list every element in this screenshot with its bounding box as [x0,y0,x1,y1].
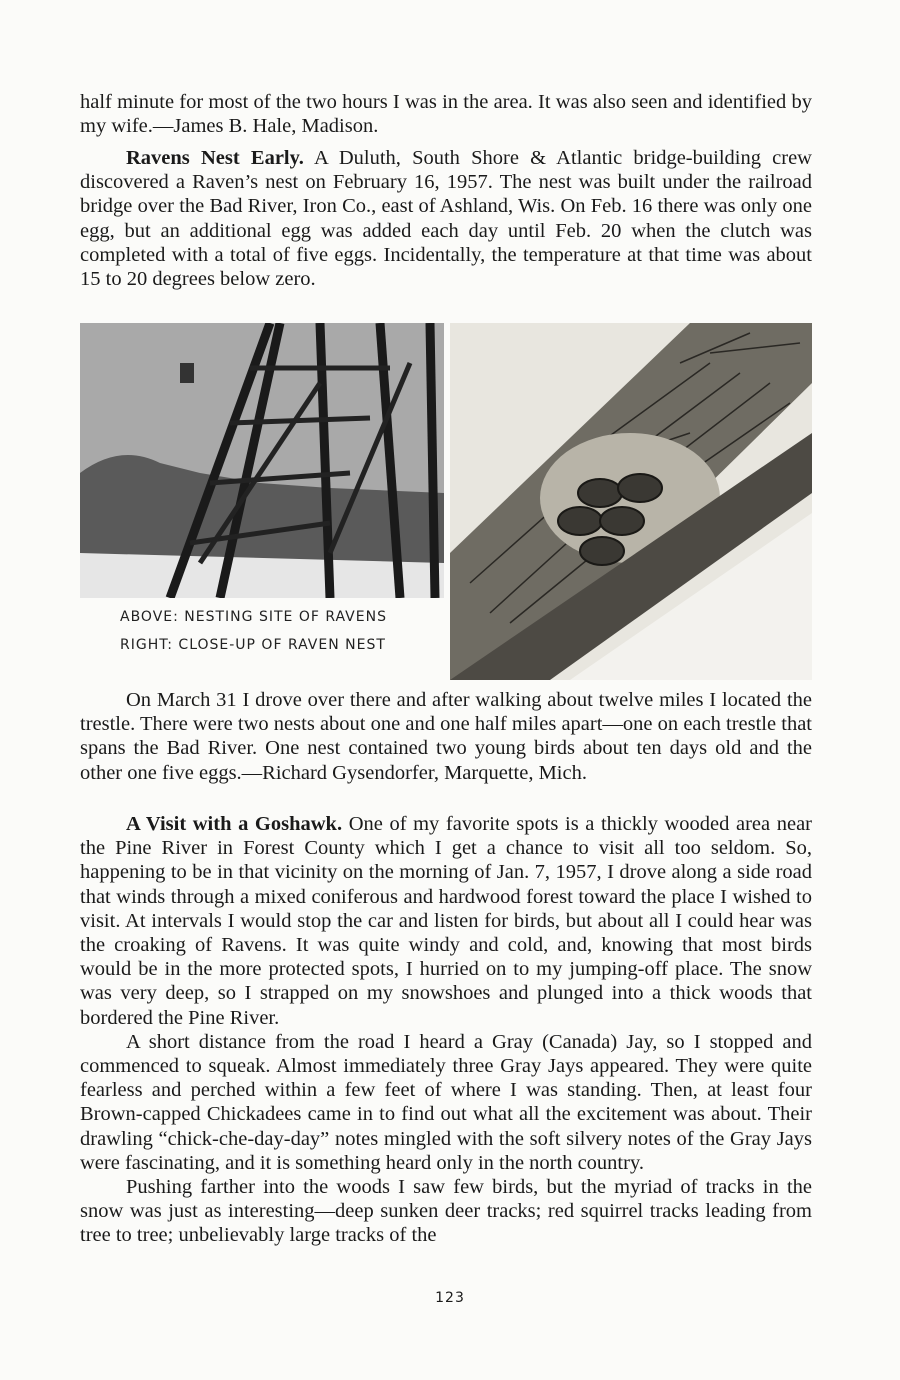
photo-block [80,323,812,680]
march-section [80,688,812,785]
nest-closeup-photo [450,323,812,680]
goshawk-paragraph-3: Pushing farther into the woods I saw few birds, but the myriad of tracks in the snow was just as interesting—deep sunken deer tracks; red squirrel tracks leading from tree to tree; unbelievably large tracks of the [80,1176,812,1247]
goshawk-p1-body: One of my favorite spots is a thickly wooded area near the Pine River in Forest County which I get a chance to visit all too seldom. So, happening to be in that vicinity on the morning of Jan. 7, 1957, I drove along a side road that winds through a mixed coniferous and hardwood forest toward the place I wished to visit. At intervals I would stop the car and listen for birds, but about all I could hear was the croaking of Ravens. It was quite windy and cold, and, knowing that most birds would be in the more protected spots, I hurried on to my jumping-off place. The snow was very deep, so I strapped on my snowshoes and plunged into a thick woods that bordered the Pine River. [80,813,813,1029]
continued-paragraph [80,90,812,138]
caption-above: ABOVE: NESTING SITE OF RAVENS [120,609,387,625]
ravens-paragraph [80,146,812,291]
trestle-image [80,323,444,598]
nesting-site-photo [80,323,444,598]
top-paragraph-text: half minute for most of the two hours I was in the area. It was also seen and identified by my wife.—James B. Hale, Madison. [80,91,812,138]
raven-nest-image [450,323,812,680]
page-number: 123 [435,1290,465,1306]
goshawk-paragraph-2: A short distance from the road I heard a Gray (Canada) Jay, so I stopped and commenced to squeak. Almost immediately three Gray Jays appeared. They were quite fearless and perched within a few feet of where I was standing. Then, at least four Brown-capped Chickadees came in to find out what all the excitement was about. Their drawling “chick-che-day-day” notes mingled with the soft silvery notes of the Gray Jays were fascinating, and it is something heard only in the north country. [80,1030,812,1174]
caption-right: RIGHT: CLOSE-UP OF RAVEN NEST [120,637,386,653]
ravens-body: A Duluth, South Shore & Atlantic bridge-building crew discovered a Raven’s nest on February 16, 1957. The nest was built under the railroad bridge over the Bad River, Iron Co., east of Ashland, Wis. On Feb. 16 there was only one egg, but an additional egg was added each day until Feb. 20 when the clutch was completed with a total of five eggs. Incidentally, the temperature at that time was about 15 to 20 degrees below zero. [80,147,812,291]
march-paragraph: On March 31 I drove over there and after walking about twelve miles I located the trestle. There were two nests about one and one half miles apart—one on each trestle that spans the Bad River. One nest contained two young birds about ten days old and the other one five eggs.—Richard Gysendorfer, Marquette, Mich. [80,689,812,784]
goshawk-paragraph-1 [80,812,812,1030]
ravens-nest-section [80,146,812,291]
goshawk-heading: A Visit with a Goshawk. [126,813,343,835]
goshawk-section [80,812,812,1248]
ravens-heading: Ravens Nest Early. [126,147,304,169]
